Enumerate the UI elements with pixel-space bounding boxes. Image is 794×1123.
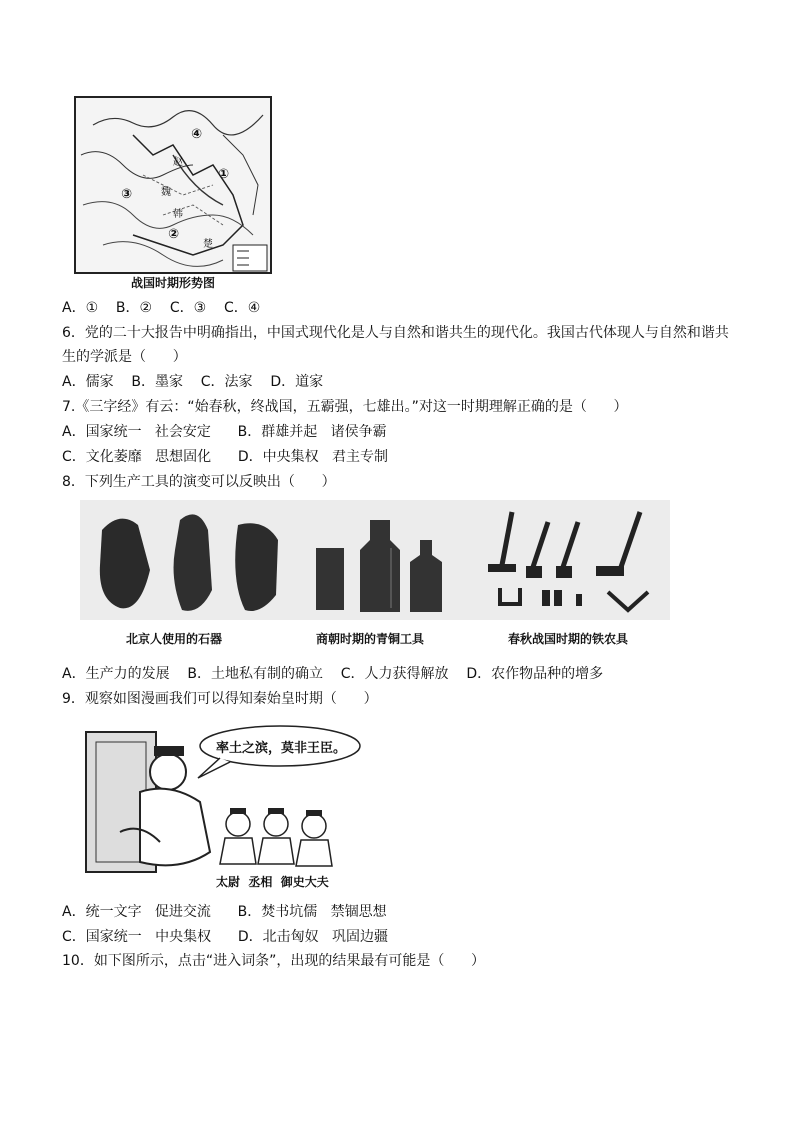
map-label-han: 韩 — [173, 209, 183, 220]
q6-stem-line2: 生的学派是（ ） — [62, 349, 187, 365]
tools-caption-iron: 春秋战国时期的铁农具 — [508, 632, 629, 646]
q9-options-line2: C．国家统一 中央集权 D．北击匈奴 巩固边疆 — [62, 929, 388, 945]
map-label-3: ③ — [121, 187, 133, 202]
q10-stem: 10．如下图所示，点击“进入词条”，出现的结果最有可能是（ ） — [62, 953, 486, 969]
q7-options-line2: C．文化萎靡 思想固化 D．中央集权 君主专制 — [62, 449, 388, 465]
q6-stem-line1: 6．党的二十大报告中明确指出，中国式现代化是人与自然和谐共生的现代化。我国古代体现人与自然和谐共 — [62, 325, 729, 341]
cartoon-officials: 太尉 丞相 御史大夫 — [216, 875, 329, 889]
q7-stem: 7.《三字经》有云：“始春秋，终战国，五霸强，七雄出。”对这一时期理解正确的是（ ） — [62, 399, 628, 415]
q7-options-line1: A．国家统一 社会安定 B．群雄并起 诸侯争霸 — [62, 424, 387, 440]
q5-options: A．① B．② C．③ C．④ — [62, 300, 261, 316]
map-label-zhao: 赵 — [173, 157, 183, 168]
map-caption: 战国时期形势图 — [131, 276, 216, 290]
map-label-4: ④ — [191, 127, 203, 142]
tools-figure — [80, 500, 670, 650]
map-drawing — [73, 95, 273, 292]
map-label-1: ① — [218, 167, 230, 182]
map-label-chu: 楚 — [203, 239, 213, 250]
q8-stem: 8．下列生产工具的演变可以反映出（ ） — [62, 474, 336, 490]
qin-cartoon — [80, 722, 365, 892]
tools-caption-stone: 北京人使用的石器 — [126, 632, 223, 646]
q6-options: A．儒家 B．墨家 C．法家 D．道家 — [62, 374, 324, 390]
q9-options-line1: A．统一文字 促进交流 B．焚书坑儒 禁锢思想 — [62, 904, 387, 920]
cartoon-speech: 率土之滨，莫非王臣。 — [216, 741, 347, 756]
map-label-2: ② — [168, 227, 180, 242]
q8-options: A．生产力的发展 B．土地私有制的确立 C．人力获得解放 D．农作物品种的增多 — [62, 666, 604, 682]
map-label-wei: 魏 — [161, 187, 171, 198]
q9-stem: 9．观察如图漫画我们可以得知秦始皇时期（ ） — [62, 691, 378, 707]
tools-caption-bronze: 商朝时期的青铜工具 — [316, 632, 425, 646]
warring-states-map — [73, 95, 273, 292]
tools-drawing — [80, 500, 670, 650]
